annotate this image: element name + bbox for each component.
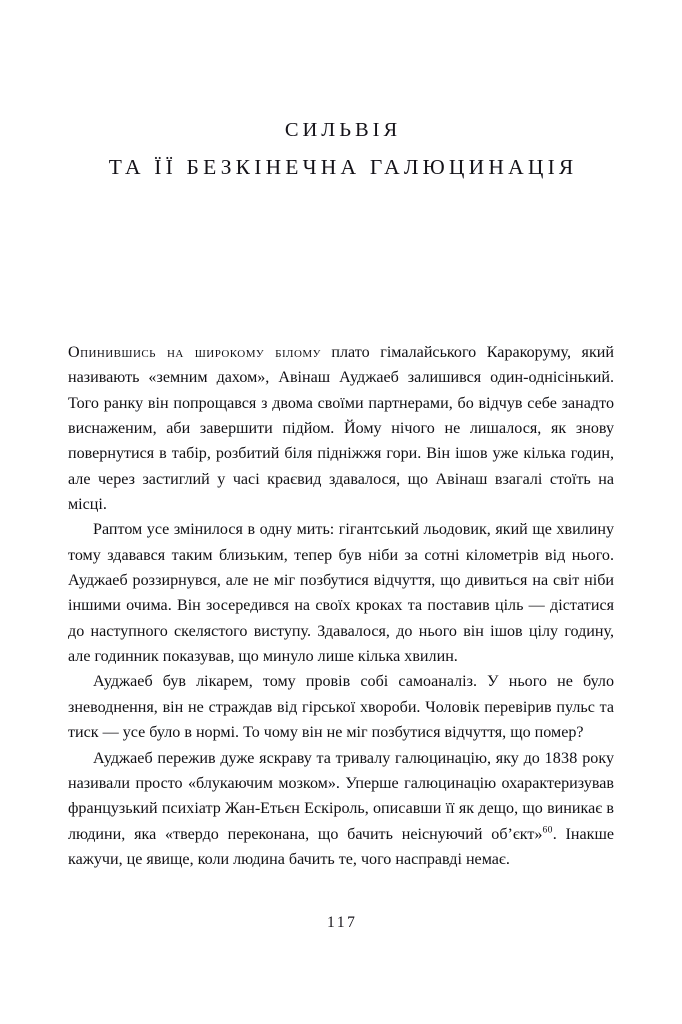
paragraph-2: Раптом усе змінилося в одну мить: гігантський льодовик, який ще хвилину тому здавався таким близьким, тепер був ніби за сотні кілометрів від нього. Ауджаеб роззирнувся, але не міг позбутися відчуття, що дивиться на світ ніби іншими очима. Він зосередився на своїх кроках та поставив ціль — дістатися до наступного скелястого виступу. Здавалося, до нього він ішов цілу годину, але годинник показував, що минуло лише кілька хвилин. bbox=[68, 521, 614, 666]
paragraph-4-text-after-footnote: . Інакше кажучи, це явище, коли людина бачить те, чого насправді немає. bbox=[68, 825, 614, 868]
chapter-title bbox=[0, 112, 682, 186]
paragraph-4-text-after-year: року називали просто «блукаючим мозком». Уперше галюцинацію охарактеризував французький психіатр Жан-Етьєн Ескіроль, описавши її як дещо, що виникає в людини, яка «твердо переконана, що бачить неіснуючий об’єкт» bbox=[68, 749, 614, 843]
paragraph-3: Ауджаеб був лікарем, тому провів собі самоаналіз. У нього не було зневоднення, він не страждав від гірської хвороби. Чоловік перевірив пульс та тиск — усе було в нормі. То чому він не міг позбутися відчуття, що помер? bbox=[68, 673, 614, 742]
paragraph-1-text: плато гімалайського Каракоруму, який називають «земним дахом», Авінаш Ауджаеб залишився один-однісінький. Того ранку він попрощався з двома своїми партнерами, бо відчув себе занадто виснаженим, аби завершити підйом. Йому нічого не лишалося, як знову повернутися в табір, розбитий біля підніжжя гори. Він ішов уже кілька годин, але через застиглий у часі краєвид здавалося, що Авінаш взагалі стоїть на місці. bbox=[68, 344, 615, 514]
paragraph-4 bbox=[68, 746, 614, 873]
body-text bbox=[68, 340, 614, 872]
chapter-title-line-1: СИЛЬВІЯ bbox=[284, 119, 402, 141]
paragraph-4-text-before-year: Ауджаеб пережив дуже яскраву та тривалу галюцинацію, яку до bbox=[93, 749, 545, 767]
year-1838: 1838 bbox=[544, 749, 578, 767]
paragraph-1-opening-smallcaps: Опинившись на широкому білому bbox=[68, 344, 321, 361]
chapter-title-line-2: ТА ЇЇ БЕЗКІНЕЧНА ГАЛЮЦИНАЦІЯ bbox=[108, 155, 578, 179]
page-number: 117 bbox=[327, 914, 358, 931]
paragraph-1 bbox=[68, 340, 614, 517]
footnote-reference-marker[interactable]: 60 bbox=[542, 824, 553, 836]
